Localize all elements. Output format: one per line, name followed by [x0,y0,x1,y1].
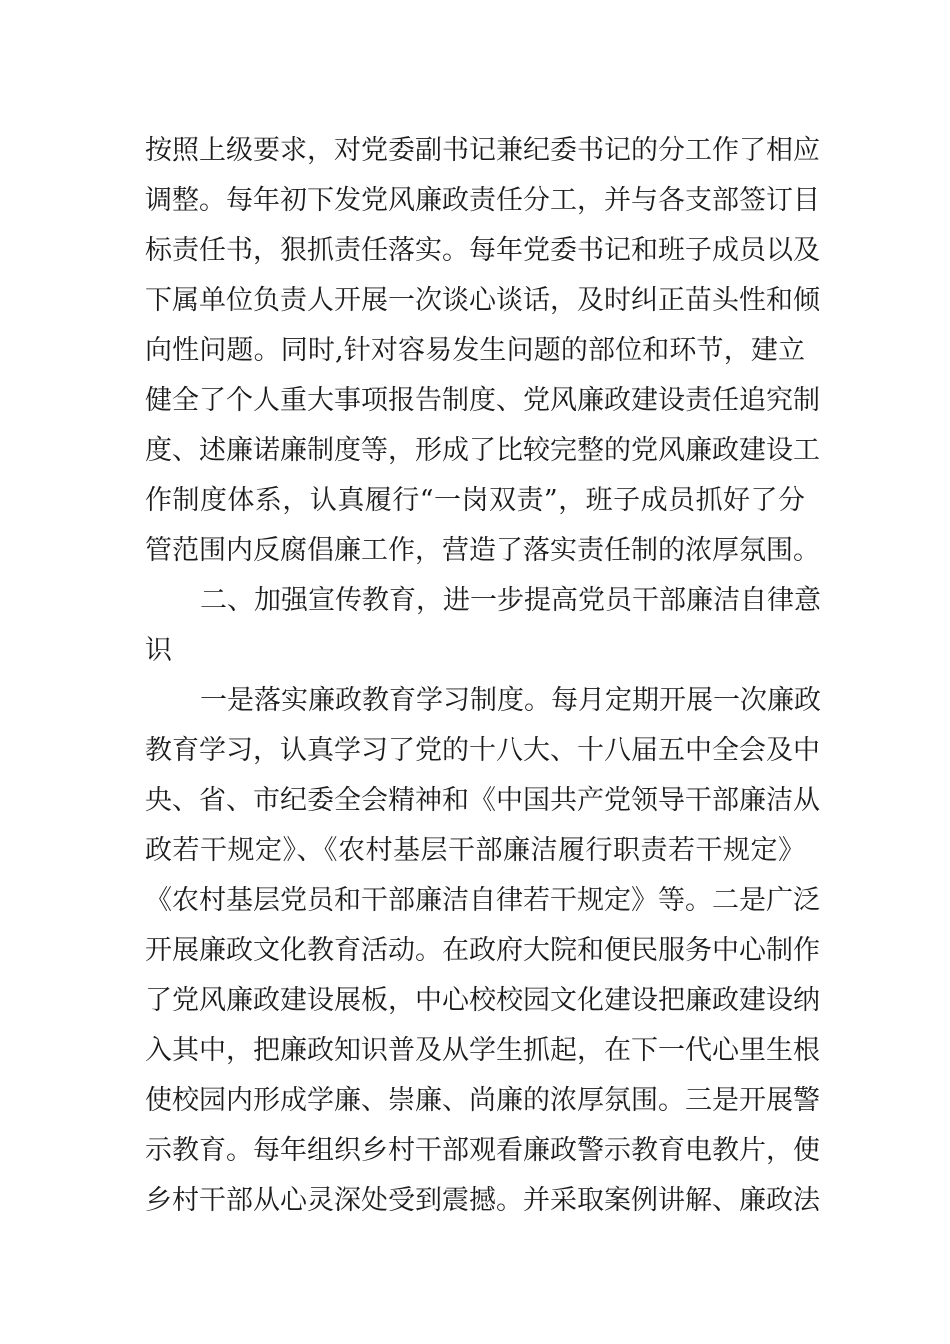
body-text-line: 健全了个人重大事项报告制度、党风廉政建设责任追究制 [145,385,820,416]
body-text-line: 下属单位负责人开展一次谈心谈话，及时纠正苗头性和倾 [145,285,820,316]
body-text-line: 向性问题。同时,针对容易发生问题的部位和环节，建立 [145,335,805,366]
body-text-line: 一是落实廉政教育学习制度。每月定期开展一次廉政 [200,685,821,716]
body-text-line: 央、省、市纪委全会精神和《中国共产党领导干部廉洁从 [145,785,820,816]
body-text-line: 度、述廉诺廉制度等，形成了比较完整的党风廉政建设工 [145,435,820,466]
body-text-line: 《农村基层党员和干部廉洁自律若干规定》等。二是广泛 [145,885,820,916]
body-text-line: 作制度体系，认真履行“一岗双责”，班子成员抓好了分 [145,485,805,516]
body-text-line: 政若干规定》、《农村基层干部廉洁履行职责若干规定》 [145,835,805,866]
body-text-line: 入其中，把廉政知识普及从学生抓起，在下一代心里生根 [145,1035,820,1066]
body-text-line: 教育学习，认真学习了党的十八大、十八届五中全会及中 [145,735,820,766]
body-text-line: 管范围内反腐倡廉工作，营造了落实责任制的浓厚氛围。 [145,535,820,566]
body-text-line: 调整。每年初下发党风廉政责任分工，并与各支部签订目 [145,185,820,216]
body-text-line: 使校园内形成学廉、崇廉、尚廉的浓厚氛围。三是开展警 [145,1085,820,1116]
body-text-line: 按照上级要求，对党委副书记兼纪委书记的分工作了相应 [145,135,820,166]
body-text-line: 标责任书，狠抓责任落实。每年党委书记和班子成员以及 [145,235,820,266]
body-text-line: 开展廉政文化教育活动。在政府大院和便民服务中心制作 [145,935,820,966]
section-heading-continuation: 识 [145,635,172,666]
section-heading: 二、加强宣传教育，进一步提高党员干部廉洁自律意 [200,585,821,616]
body-text-line: 乡村干部从心灵深处受到震撼。并采取案例讲解、廉政法 [145,1185,820,1216]
body-text-line: 示教育。每年组织乡村干部观看廉政警示教育电教片，使 [145,1135,820,1166]
body-text-line: 了党风廉政建设展板，中心校校园文化建设把廉政建设纳 [145,985,820,1016]
